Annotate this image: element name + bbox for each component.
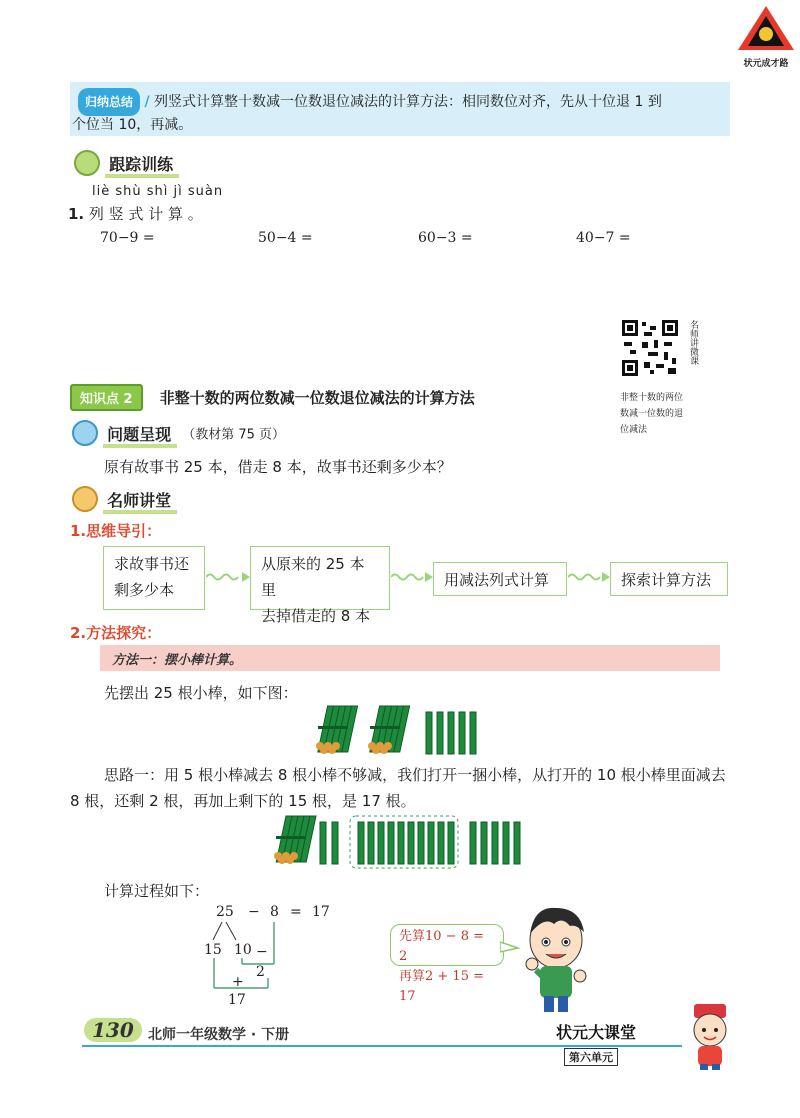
qr-caption-line: 数减一位数的退 xyxy=(620,409,684,419)
summary-line1: 列竖式计算整十数减一位数退位减法的计算方法：相同数位对齐，先从十位退 1 到 xyxy=(154,94,662,110)
flow-step xyxy=(433,562,567,596)
method-heading: 2.方法探究： xyxy=(70,624,162,642)
method-intro: 先摆出 25 根小棒，如下图： xyxy=(104,684,298,702)
speech-line: 先算10 − 8 = 2 xyxy=(399,929,484,964)
sticks-split-illustration xyxy=(270,812,540,870)
calc-term: 25 xyxy=(216,904,234,920)
footer-book: 北师一年级数学 · 下册 xyxy=(148,1027,290,1043)
knowledge-header xyxy=(70,384,475,411)
problem-question: 原有故事书 25 本，借走 8 本，故事书还剩多少本？ xyxy=(104,458,452,476)
calc-split-ones: 10 xyxy=(234,942,252,958)
speech-line: 再算2 + 15 = 17 xyxy=(399,969,484,1004)
problem-title: 问题呈现 xyxy=(103,425,177,448)
qr-side-label: 名师讲微课 xyxy=(688,320,698,365)
summary-line2: 个位当 10，再减。 xyxy=(72,117,193,133)
calc-diagram xyxy=(196,900,356,1010)
flow-arrow-icon xyxy=(391,571,433,583)
problem-ref: （教材第 75 页） xyxy=(182,427,286,443)
practice-problem: 60−3 = xyxy=(418,230,473,246)
mascot-icon xyxy=(682,1000,738,1072)
flow-step xyxy=(103,546,205,610)
practice-number: 1. xyxy=(68,205,85,223)
flow-arrow-icon xyxy=(206,571,250,583)
bundle-icon xyxy=(274,816,316,864)
logo-emblem-icon xyxy=(736,4,796,52)
sticks-25-illustration xyxy=(310,704,490,756)
teacher-badge-icon xyxy=(72,486,98,512)
bundle-icon xyxy=(316,706,358,754)
practice-pinyin: liè shù shì jì suàn xyxy=(92,184,224,199)
page-number: 130 xyxy=(84,1018,142,1042)
teacher-header xyxy=(72,486,177,512)
calc-term: 17 xyxy=(312,904,330,920)
flow-step xyxy=(610,562,728,596)
summary-tag: 归纳总结 xyxy=(78,88,140,116)
knowledge-tag: 知识点 2 xyxy=(70,384,143,411)
qr-code[interactable] xyxy=(620,318,680,378)
calc-minus-sign: − xyxy=(256,944,268,960)
practice-badge-icon xyxy=(74,150,100,176)
problem-badge-icon xyxy=(72,420,98,446)
practice-instruction: 列 竖 式 计 算 。 xyxy=(88,205,203,223)
flow-step xyxy=(250,546,390,625)
summary-box xyxy=(70,82,730,136)
method-bar xyxy=(100,645,720,671)
flow-step-line: 用减法列式计算 xyxy=(444,571,550,589)
footer xyxy=(62,1014,798,1074)
cartoon-boy-icon xyxy=(516,904,596,1016)
teacher-title: 名师讲堂 xyxy=(103,491,177,514)
single-sticks-icon xyxy=(426,712,476,754)
method-bar-text: 方法一：摆小棒计算。 xyxy=(112,653,243,668)
practice-problem: 40−7 = xyxy=(576,230,631,246)
flow-step-line: 剩多少本 xyxy=(114,581,175,599)
practice-header xyxy=(74,150,179,176)
brand-logo xyxy=(736,4,796,69)
single-sticks-icon xyxy=(470,822,520,864)
practice-problem: 50−4 = xyxy=(258,230,313,246)
footer-series: 状元大课堂 xyxy=(556,1023,637,1042)
flow-step-line: 求故事书还 xyxy=(114,555,190,573)
flow-step-line: 探索计算方法 xyxy=(621,571,712,589)
opened-bundle-sticks xyxy=(358,822,454,864)
logo-text: 状元成才路 xyxy=(743,59,789,69)
knowledge-title: 非整十数的两位数减一位数退位减法的计算方法 xyxy=(159,389,475,407)
speech-bubble xyxy=(390,924,504,1004)
footer-unit: 第六单元 xyxy=(564,1048,618,1066)
qr-caption-line: 非整十数的两位 xyxy=(620,393,684,403)
calc-plus-sign: + xyxy=(232,974,244,990)
thinking-heading: 1.思维导引： xyxy=(70,522,162,540)
qr-caption-line: 位减法 xyxy=(620,425,648,435)
calc-diff: 2 xyxy=(256,964,265,980)
practice-instruction-row xyxy=(68,203,203,224)
practice-problem: 70−9 = xyxy=(100,230,155,246)
flow-step-line: 去掉借走的 8 本 xyxy=(261,607,371,625)
process-label: 计算过程如下： xyxy=(104,882,210,900)
bundle-icon xyxy=(368,706,410,754)
calc-term: = xyxy=(290,904,302,920)
problem-header xyxy=(72,420,285,446)
method-idea-line1: 思路一：用 5 根小棒减去 8 根小棒不够减，我们打开一捆小棒，从打开的 10 根小棒里面减去 xyxy=(104,766,726,784)
qr-caption xyxy=(620,390,683,438)
calc-result: 17 xyxy=(228,992,246,1008)
qr-code-icon xyxy=(620,318,680,378)
calc-term: − xyxy=(248,904,260,920)
flow-arrow-icon xyxy=(568,571,610,583)
flow-step-line: 从原来的 25 本里 xyxy=(261,555,365,599)
practice-title: 跟踪训练 xyxy=(105,155,179,178)
single-sticks-icon xyxy=(320,822,338,864)
calc-term: 8 xyxy=(270,904,279,920)
calc-split-tens: 15 xyxy=(204,942,222,958)
method-idea-line2: 8 根，还剩 2 根，再加上剩下的 15 根，是 17 根。 xyxy=(70,792,416,810)
summary-tag-slash: / xyxy=(144,94,150,110)
